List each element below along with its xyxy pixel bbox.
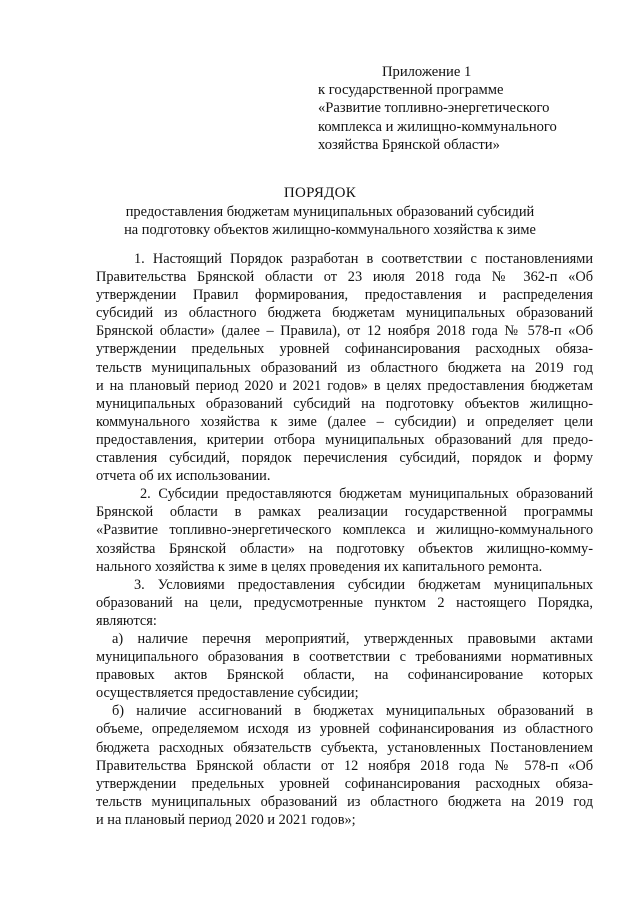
document-subtitle — [80, 204, 580, 239]
text-line: тельств муниципальных образований из областного бюджета на 2019 год — [96, 793, 593, 810]
text-line: предоставления, критерии отбора муниципальных образований для предо- — [96, 431, 593, 448]
text-line: субсидий из областного бюджета бюджетам муниципальных образований — [96, 305, 593, 322]
text-line: муниципального образования в соответствии с требованиями нормативных — [96, 649, 593, 666]
text-line: отчета об их использовании. — [96, 468, 271, 485]
subtitle-line: предоставления бюджетам муниципальных образований субсидий — [125, 204, 535, 220]
text-line: Брянской области в рамках реализации государственной программы — [96, 504, 593, 521]
text-line: и на плановый период 2020 и 2021 годов» в целях предоставления бюджетам — [96, 377, 593, 394]
paragraph-1 — [96, 250, 593, 485]
text-line: утверждении предельных уровней софинансирования расходных обяза- — [96, 775, 593, 792]
text-line: 2. Субсидии предоставляются бюджетам муниципальных образований — [140, 486, 593, 503]
document-title: ПОРЯДОК — [283, 185, 357, 201]
annex-line: комплекса и жилищно-коммунального — [318, 118, 557, 135]
text-line: нального хозяйства к зиме в целях проведения их капитального ремонта. — [96, 558, 543, 575]
text-line: Правительства Брянской области от 23 июля 2018 года № 362-п «Об — [96, 269, 593, 286]
subtitle-line: на подготовку объектов жилищно-коммунального хозяйства к зиме — [124, 221, 536, 238]
annex-line: «Развитие топливно-энергетического — [318, 100, 550, 117]
text-line: 3. Условиями предоставления субсидии бюджетам муниципальных — [134, 576, 593, 593]
paragraph-3b — [96, 702, 593, 829]
text-line: и на плановый период 2020 и 2021 годов»; — [96, 811, 356, 828]
text-line: тельств муниципальных образований из областного бюджета на 2019 год — [96, 359, 593, 376]
text-line: хозяйства Брянской области» на подготовку объектов жилищно-комму- — [96, 540, 593, 557]
text-line: осуществляется предоставление субсидии; — [96, 685, 359, 702]
paragraph-2 — [96, 485, 593, 575]
text-line: правовых актов Брянской области, на софинансирование которых — [96, 667, 593, 684]
text-line: б) наличие ассигнований в бюджетах муниципальных образований в — [112, 703, 593, 720]
text-line: утверждении Правил формирования, предоставления и распределения — [96, 287, 593, 304]
annex-title: Приложение 1 — [382, 64, 472, 80]
text-line: «Развитие топливно-энергетического комплекса и жилищно-коммунального — [96, 522, 593, 539]
text-line: ставления субсидий, порядок перечисления субсидий, порядок и форму — [96, 450, 593, 467]
paragraph-3a — [96, 630, 593, 702]
paragraph-3 — [96, 576, 593, 630]
text-line: муниципальных образований субсидий на подготовку объектов жилищно- — [96, 395, 593, 412]
annex-line: к государственной программе — [318, 82, 504, 99]
text-line: утверждении предельных уровней софинансирования расходных обяза- — [96, 341, 593, 358]
text-line: объеме, определяемом исходя из уровней софинансирования из областного — [96, 721, 593, 738]
text-line: коммунального хозяйства к зиме (далее – субсидии) и определяет цели — [96, 413, 593, 430]
document-body — [96, 250, 593, 829]
annex-line: хозяйства Брянской области» — [318, 136, 500, 153]
text-line: а) наличие перечня мероприятий, утвержденных правовыми актами — [112, 630, 593, 647]
annex-header — [318, 63, 608, 154]
text-line: 1. Настоящий Порядок разработан в соответствии с постановлениями — [134, 251, 593, 267]
text-line: образований на цели, предусмотренные пунктом 2 настоящего Порядка, — [96, 594, 593, 611]
text-line: Правительства Брянской области от 12 ноября 2018 года № 578-п «Об — [96, 757, 593, 774]
text-line: являются: — [96, 612, 157, 629]
text-line: бюджета расходных обязательств субъекта, установленных Постановлением — [96, 739, 593, 756]
text-line: Брянской области» (далее – Правила), от 12 ноября 2018 года № 578-п «Об — [96, 323, 593, 340]
